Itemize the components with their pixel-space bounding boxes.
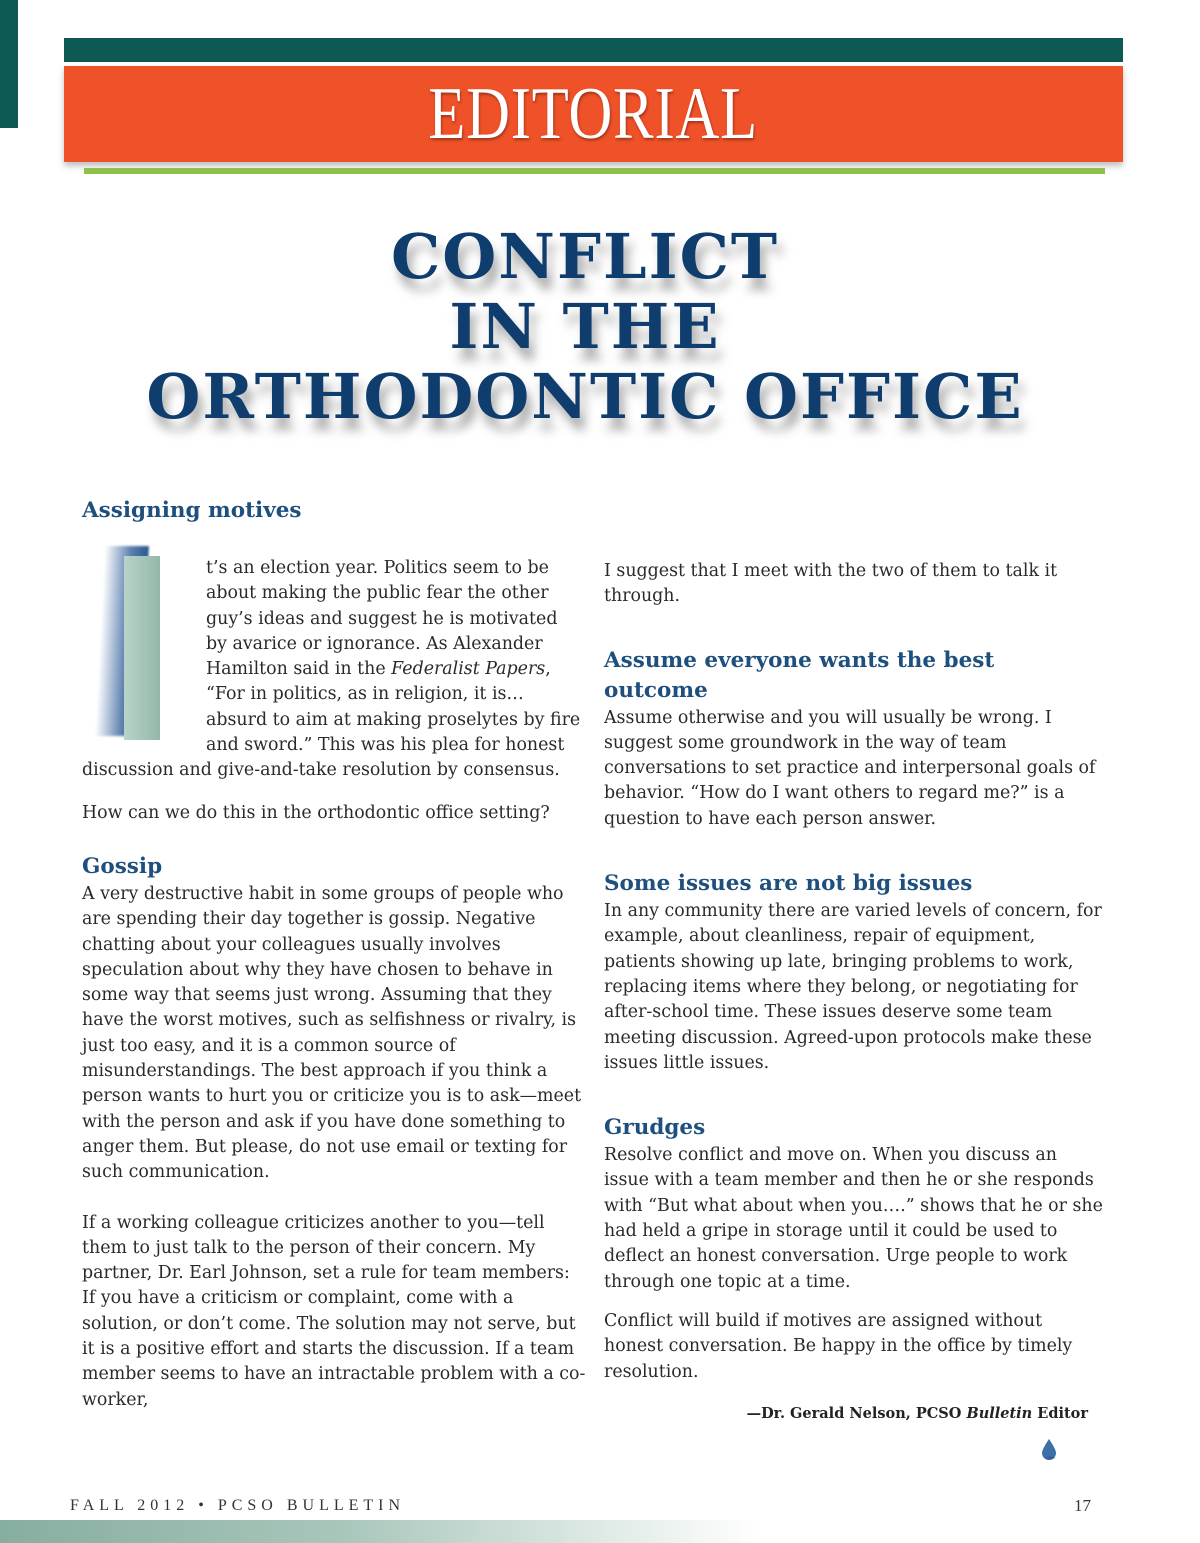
gossip-paragraph: A very destructive habit in some groups of people who are spending their day together is gossip. Negative chatting about your colleagues usually involves speculation about why they have chosen to behave in some way that seems just wrong. Assuming that they have the worst motives, such as selfishness or rivalry, is just too easy, and it is a common source of misunderstandings. The best approach if you think a person wants to hurt you or criticize you is to ask—meet with the person and ask if you have done something to anger them. But please, do not use email or texting for such communication.: [82, 883, 582, 1183]
question-paragraph: How can we do this in the orthodontic office setting?: [82, 802, 550, 823]
green-divider: [84, 168, 1105, 174]
intro-line: and sword.” This was his plea for honest: [206, 735, 565, 756]
headline-line-3: ORTHODONTIC OFFICE: [146, 360, 1024, 433]
bottom-gradient-bar: [0, 1520, 760, 1543]
issues-paragraph: In any community there are varied levels of concern, for example, about cleanliness, repair of equipment, patients showing up late, bringing problems to work, replacing items where they belong, or negotiating for after-school time. These issues deserve some team meeting discussion. Agreed-upon protocols make these issues little issues.: [604, 901, 1102, 1073]
section-title: EDITORIAL: [428, 72, 759, 155]
left-edge-tab: [0, 0, 18, 128]
subheading-grudges: Grudges: [604, 1115, 706, 1141]
assume-paragraph: Assume otherwise and you will usually be wrong. I suggest some groundwork in the way of team conversations to set practice and interpersonal goals of behavior. “How do I want others to regard me?” is a question to have each person answer.: [604, 707, 1096, 829]
drop-cap-i: [100, 542, 160, 742]
intro-line: “For in politics, as in religion, it is…: [206, 684, 524, 705]
continued-paragraph: I suggest that I meet with the two of them to talk it through.: [604, 561, 1058, 607]
page-number: 17: [1074, 1496, 1091, 1515]
intro-line: discussion and give-and-take resolution by consensus.: [82, 760, 560, 781]
article-headline: [0, 222, 1170, 432]
intro-line: absurd to aim at making proselytes by fire: [206, 709, 581, 730]
footer-publication: FALL 2012 • PCSO BULLETIN: [70, 1497, 406, 1514]
water-drop-icon: [1041, 1438, 1057, 1460]
subheading-not-big-issues: Some issues are not big issues: [604, 871, 973, 897]
intro-paragraph: [82, 556, 587, 784]
grudges-paragraph: Resolve conflict and move on. When you discuss an issue with a team member and then he or she responds with “But what about when you….” shows that he or she had held a gripe in storage until it could be used to deflect an honest conversation. Urge people to work through one topic at a time.: [604, 1145, 1103, 1292]
intro-line: about making the public fear the other: [206, 583, 549, 604]
right-column: [604, 559, 1104, 1426]
author-signature: —Dr. Gerald Nelson, PCSO Bulletin Editor: [746, 1404, 1088, 1422]
subheading-assigning-motives: Assigning motives: [82, 498, 302, 523]
subheading-assume-best: Assume everyone wants the best outcome: [604, 647, 995, 703]
top-teal-bar: [64, 38, 1123, 62]
conclusion-paragraph: Conflict will build if motives are assigned without honest conversation. Be happy in the office by timely resolution.: [604, 1310, 1073, 1382]
left-column: [82, 496, 587, 1413]
intro-line: guy’s ideas and suggest he is motivated: [206, 608, 558, 629]
subheading-gossip: Gossip: [82, 853, 163, 879]
intro-line: by avarice or ignorance. As Alexander: [206, 633, 543, 654]
intro-line: Hamilton said in the Federalist Papers,: [206, 659, 551, 680]
colleague-paragraph: If a working colleague criticizes another to you—tell them to just talk to the person of their concern. My partner, Dr. Earl Johnson, set a rule for team members: If you have a criticism or complaint, come with a solution, or don’t come. The solution may not serve, but it is a positive effort and starts the discussion. If a team member seems to have an intractable problem with a co-worker,: [82, 1212, 586, 1410]
intro-line: t’s an election year. Politics seem to be: [206, 558, 549, 578]
headline-line-1: CONFLICT: [390, 220, 780, 293]
headline-line-2: IN THE: [449, 290, 721, 363]
book-title: Federalist Papers: [391, 659, 546, 680]
editorial-banner: [64, 66, 1123, 162]
